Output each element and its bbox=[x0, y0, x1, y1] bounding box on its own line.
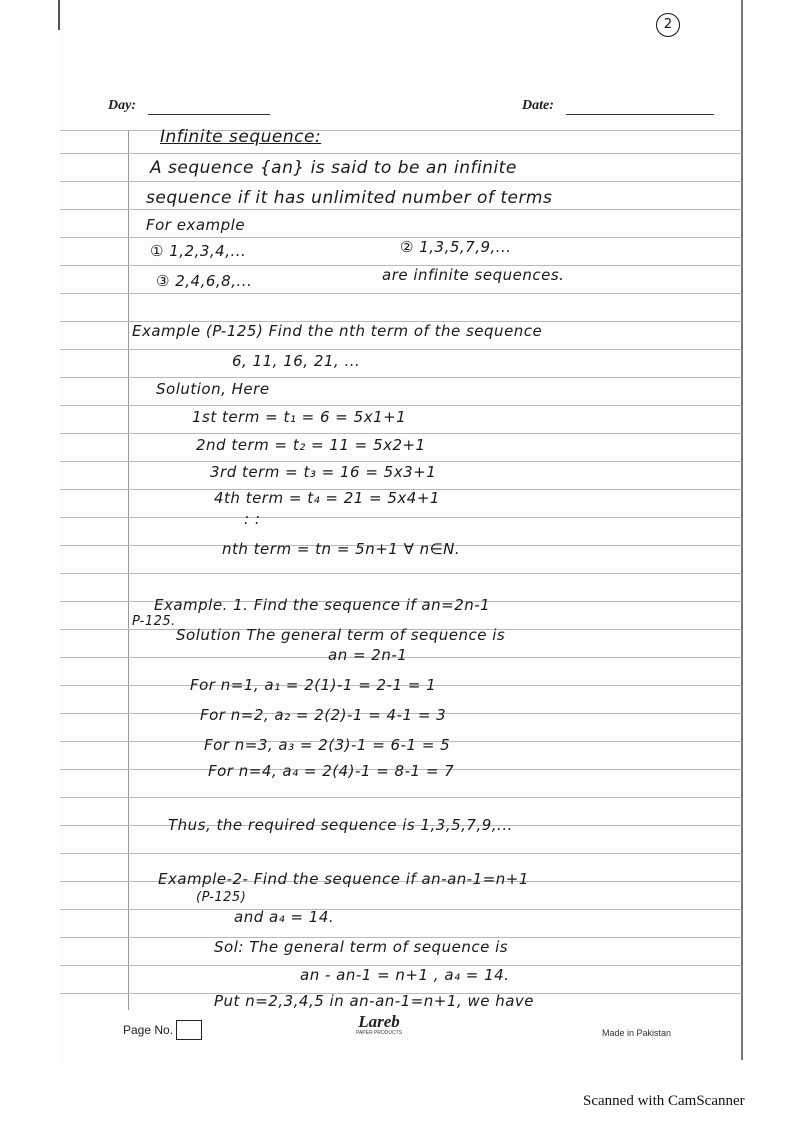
term-4: 4th term = t₄ = 21 = 5x4+1 bbox=[214, 489, 440, 507]
margin-line bbox=[128, 130, 129, 1010]
circled-page-number: 2 bbox=[656, 13, 680, 37]
brand-logo bbox=[356, 1014, 402, 1036]
example-sequence-1: ① 1,2,3,4,... bbox=[150, 242, 247, 260]
example-p125-sequence: 6, 11, 16, 21, ... bbox=[232, 352, 361, 370]
example2-formula: an - an-1 = n+1 , a₄ = 14. bbox=[300, 966, 510, 984]
date-label: Date: bbox=[522, 98, 554, 113]
ruled-line bbox=[60, 293, 742, 294]
example1-heading: Example. 1. Find the sequence if an=2n-1 bbox=[154, 596, 491, 614]
n-equals-2: For n=2, a₂ = 2(2)-1 = 4-1 = 3 bbox=[200, 706, 447, 724]
sheet-edge-right bbox=[741, 0, 743, 1060]
term-2: 2nd term = t₂ = 11 = 5x2+1 bbox=[196, 436, 426, 454]
n-equals-3: For n=3, a₃ = 2(3)-1 = 6-1 = 5 bbox=[204, 736, 451, 754]
n-equals-1: For n=1, a₁ = 2(1)-1 = 2-1 = 1 bbox=[190, 676, 437, 694]
example-sequence-3: ③ 2,4,6,8,... bbox=[156, 272, 253, 290]
definition-line-2: sequence if it has unlimited number of terms bbox=[146, 188, 553, 208]
ruled-line bbox=[60, 433, 742, 434]
ruled-line bbox=[60, 349, 742, 350]
day-label: Day: bbox=[108, 98, 136, 113]
day-line bbox=[148, 114, 270, 115]
page-no-field bbox=[123, 1020, 202, 1040]
ruled-line bbox=[60, 461, 742, 462]
example2-solution: Sol: The general term of sequence is bbox=[214, 938, 509, 956]
example1-formula: an = 2n-1 bbox=[328, 646, 408, 664]
example-tail: are infinite sequences. bbox=[382, 266, 565, 284]
ruled-line bbox=[60, 853, 742, 854]
example2-ref: (P-125) bbox=[196, 890, 247, 905]
example-sequence-2: ② 1,3,5,7,9,... bbox=[400, 238, 512, 256]
ruled-line bbox=[60, 209, 742, 210]
example2-heading: Example-2- Find the sequence if an-an-1=n+1 bbox=[158, 870, 529, 888]
brand-logo-sub: PAPER PRODUCTS bbox=[356, 1030, 403, 1036]
brand-logo-word: Lareb bbox=[358, 1012, 400, 1031]
example-p125-heading: Example (P-125) Find the nth term of the sequence bbox=[132, 322, 543, 340]
scanner-watermark: Scanned with CamScanner bbox=[583, 1093, 745, 1109]
ruled-line bbox=[60, 517, 742, 518]
for-example-label: For example bbox=[146, 216, 246, 234]
ruled-line bbox=[60, 797, 742, 798]
ruled-line bbox=[60, 181, 742, 182]
term-1: 1st term = t₁ = 6 = 5x1+1 bbox=[192, 408, 407, 426]
ruled-line bbox=[60, 405, 742, 406]
n-equals-4: For n=4, a₄ = 2(4)-1 = 8-1 = 7 bbox=[208, 762, 455, 780]
continuation-dots: : : bbox=[244, 510, 261, 528]
example1-ref: P-125. bbox=[132, 614, 176, 629]
sheet-edge-left bbox=[58, 0, 60, 30]
example1-solution: Solution The general term of sequence is bbox=[176, 626, 506, 644]
term-3: 3rd term = t₃ = 16 = 5x3+1 bbox=[210, 463, 437, 481]
ruled-line bbox=[60, 377, 742, 378]
made-in-label: Made in Pakistan bbox=[602, 1028, 672, 1038]
example2-put: Put n=2,3,4,5 in an-an-1=n+1, we have bbox=[214, 992, 535, 1010]
example2-condition: and a₄ = 14. bbox=[234, 908, 335, 926]
term-n: nth term = tn = 5n+1 ∀ n∈N. bbox=[222, 540, 461, 558]
definition-line-1: A sequence {an} is said to be an infinite bbox=[150, 158, 517, 178]
example1-result: Thus, the required sequence is 1,3,5,7,9,... bbox=[168, 816, 513, 834]
page-no-label: Page No. bbox=[123, 1023, 174, 1037]
definition-title: Infinite sequence: bbox=[160, 127, 322, 147]
page-no-box bbox=[176, 1020, 202, 1040]
solution-here: Solution, Here bbox=[156, 380, 270, 398]
ruled-line bbox=[60, 909, 742, 910]
date-line bbox=[566, 114, 714, 115]
ruled-line bbox=[60, 573, 742, 574]
ruled-line bbox=[60, 153, 742, 154]
